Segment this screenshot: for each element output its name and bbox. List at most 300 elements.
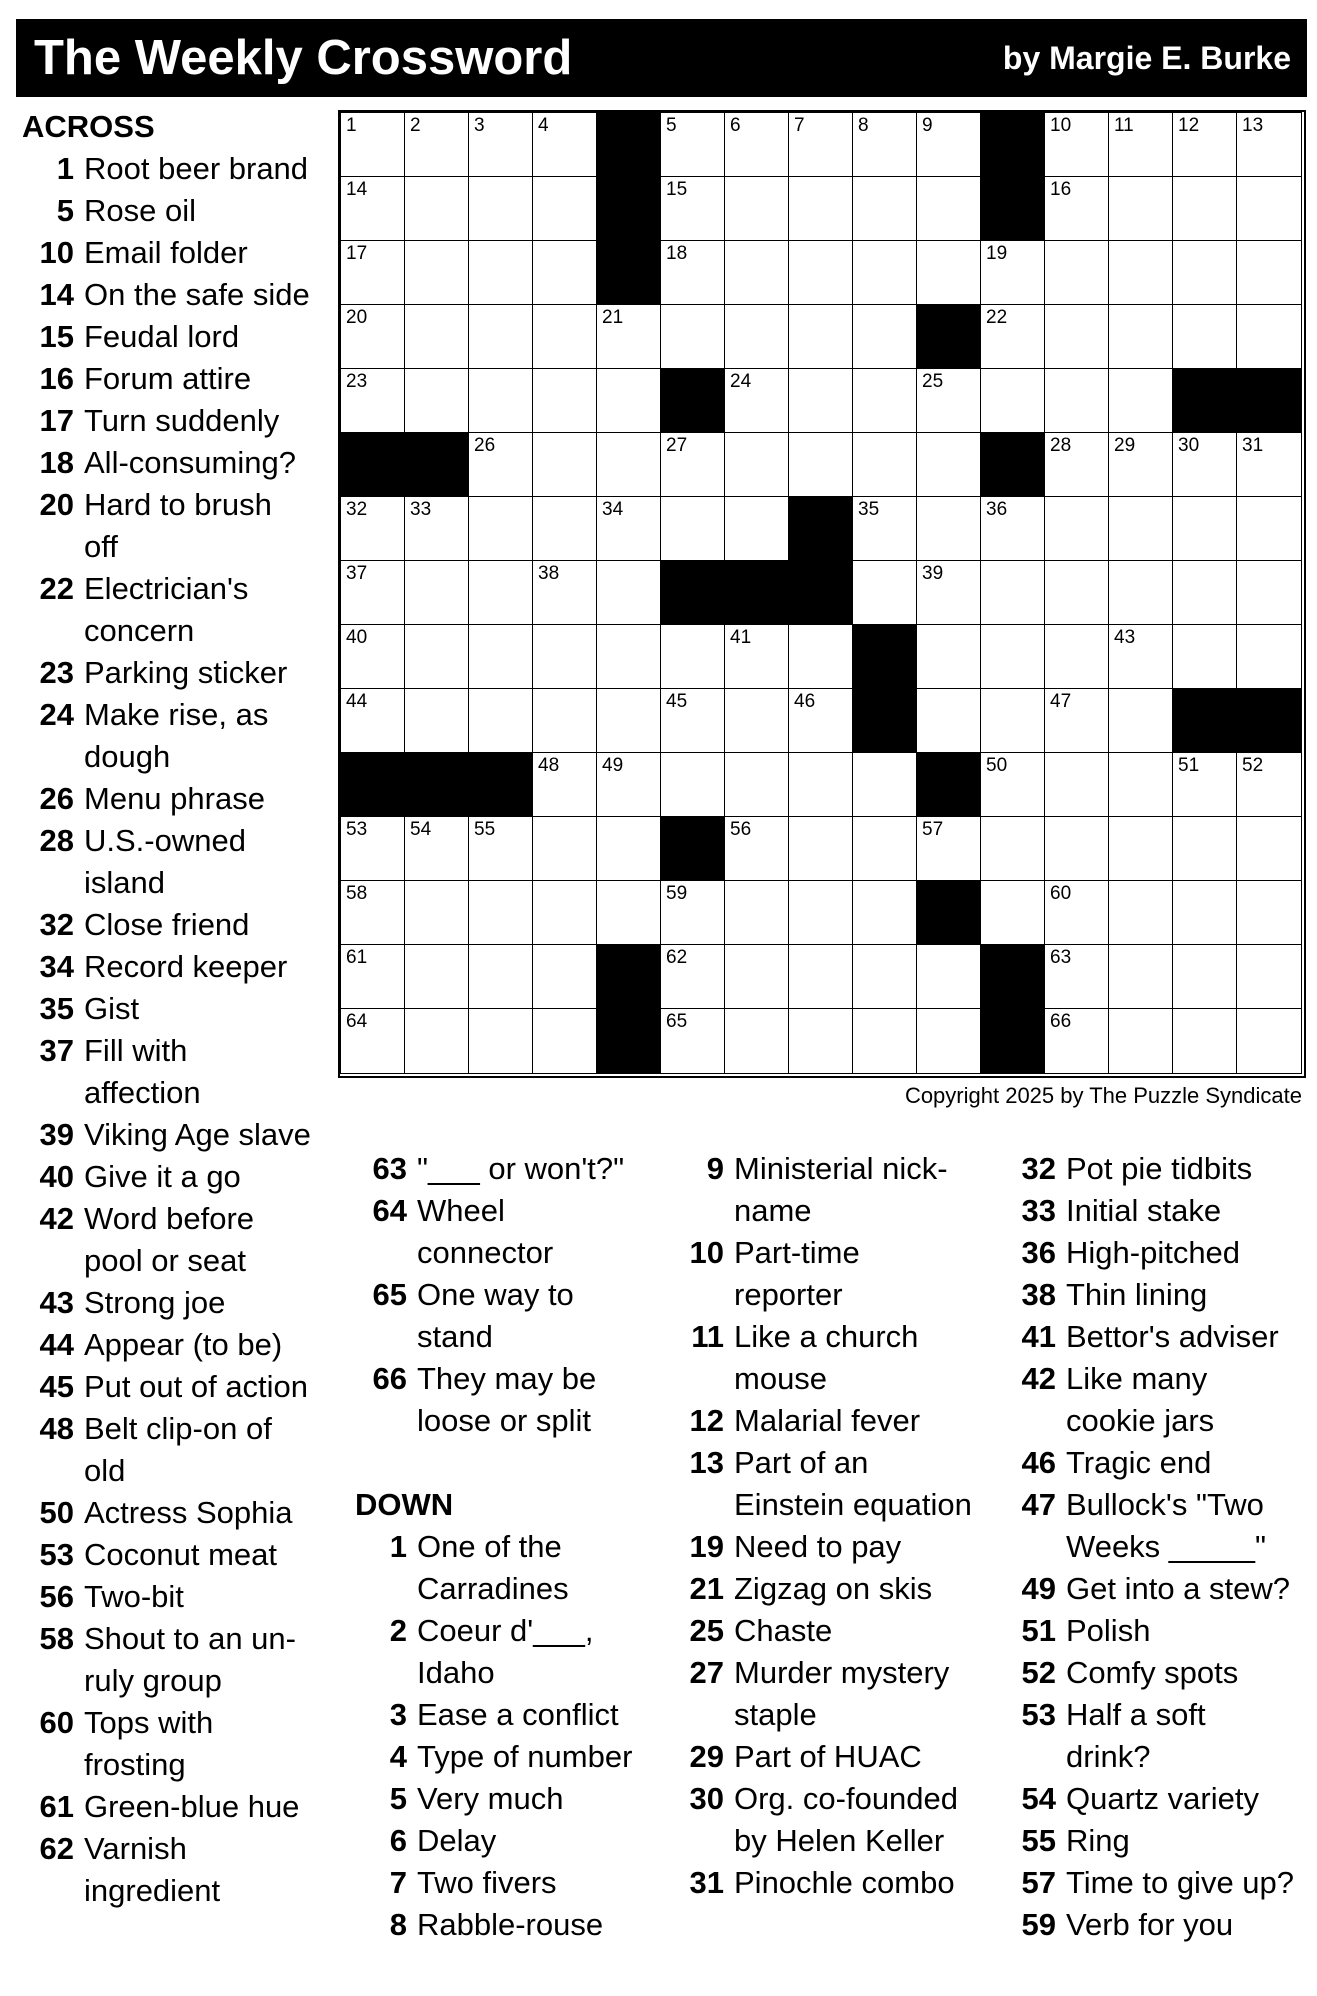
- grid-cell[interactable]: [1236, 240, 1302, 306]
- grid-cell[interactable]: [1108, 560, 1174, 626]
- grid-cell[interactable]: [468, 880, 534, 946]
- clue-number: 18: [39, 445, 74, 480]
- grid-cell[interactable]: [788, 432, 854, 498]
- clue-number: 10: [689, 1235, 724, 1270]
- grid-cell[interactable]: [1044, 816, 1110, 882]
- grid-cell[interactable]: [468, 112, 534, 178]
- clue-number: 66: [372, 1361, 407, 1396]
- down-clue: [672, 1778, 992, 1862]
- grid-cell[interactable]: [468, 240, 534, 306]
- grid-cell[interactable]: [660, 112, 726, 178]
- grid-cell[interactable]: [852, 496, 918, 562]
- across-clue: [22, 1702, 332, 1786]
- across-clue: [22, 1828, 332, 1912]
- grid-cell[interactable]: [1108, 1008, 1174, 1074]
- grid-cell[interactable]: [660, 496, 726, 562]
- grid-cell[interactable]: [852, 1008, 918, 1074]
- grid-cell[interactable]: [1044, 368, 1110, 434]
- grid-cell[interactable]: [596, 816, 662, 882]
- grid-cell[interactable]: [980, 368, 1046, 434]
- grid-cell[interactable]: [1044, 944, 1110, 1010]
- grid-cell[interactable]: [1172, 880, 1238, 946]
- grid-cell[interactable]: [404, 176, 470, 242]
- clue-text: [84, 694, 332, 778]
- grid-cell[interactable]: [1108, 880, 1174, 946]
- grid-cell[interactable]: [340, 624, 406, 690]
- grid-cell[interactable]: [1236, 752, 1302, 818]
- clue-text: [1066, 1652, 1314, 1694]
- grid-cell[interactable]: [1236, 624, 1302, 690]
- grid-cell[interactable]: [1236, 304, 1302, 370]
- clue-number: 34: [39, 949, 74, 984]
- grid-cell[interactable]: [404, 112, 470, 178]
- across-clue: [22, 148, 332, 190]
- puzzle-byline: by Margie E. Burke: [1002, 40, 1291, 76]
- clue-line: On the safe side: [84, 277, 310, 312]
- grid-cell[interactable]: [1172, 304, 1238, 370]
- clue-line: Green-blue hue: [84, 1789, 300, 1824]
- down-clue: [1004, 1232, 1314, 1274]
- clue-line: Part of an: [734, 1445, 869, 1480]
- grid-cell[interactable]: [532, 944, 598, 1010]
- clue-text: [84, 1198, 332, 1282]
- grid-cell[interactable]: [340, 1008, 406, 1074]
- grid-cell[interactable]: [340, 304, 406, 370]
- grid-cell[interactable]: [1044, 752, 1110, 818]
- grid-cell[interactable]: [532, 1008, 598, 1074]
- grid-cell[interactable]: [596, 304, 662, 370]
- grid-cell[interactable]: [724, 688, 790, 754]
- grid-cell[interactable]: [532, 112, 598, 178]
- grid-cell[interactable]: [1236, 1008, 1302, 1074]
- grid-cell[interactable]: [852, 176, 918, 242]
- grid-cell[interactable]: [660, 688, 726, 754]
- grid-cell[interactable]: [1236, 944, 1302, 1010]
- grid-cell[interactable]: [660, 432, 726, 498]
- grid-cell[interactable]: [1236, 432, 1302, 498]
- grid-cell[interactable]: [1172, 1008, 1238, 1074]
- across-clue: [22, 442, 332, 484]
- clue-column-1: [22, 106, 332, 1912]
- grid-cell[interactable]: [1108, 688, 1174, 754]
- clue-number: 50: [39, 1495, 74, 1530]
- grid-cell[interactable]: [916, 112, 982, 178]
- grid-cell[interactable]: [1172, 816, 1238, 882]
- grid-cell[interactable]: [340, 368, 406, 434]
- grid-cell[interactable]: [788, 304, 854, 370]
- grid-cell[interactable]: [596, 432, 662, 498]
- grid-cell[interactable]: [916, 240, 982, 306]
- grid-cell[interactable]: [340, 688, 406, 754]
- grid-cell[interactable]: [852, 880, 918, 946]
- grid-cell[interactable]: [724, 880, 790, 946]
- cell-number: 9: [922, 115, 933, 136]
- grid-cell[interactable]: [788, 880, 854, 946]
- grid-cell[interactable]: [1044, 560, 1110, 626]
- grid-cell[interactable]: [788, 752, 854, 818]
- grid-cell[interactable]: [852, 560, 918, 626]
- down-clue: [1004, 1694, 1314, 1778]
- clue-number: 3: [389, 1697, 407, 1732]
- grid-cell[interactable]: [724, 816, 790, 882]
- grid-cell[interactable]: [916, 1008, 982, 1074]
- grid-cell[interactable]: [404, 880, 470, 946]
- grid-cell[interactable]: [468, 688, 534, 754]
- grid-cell[interactable]: [340, 816, 406, 882]
- clue-number: 63: [372, 1151, 407, 1186]
- grid-cell[interactable]: [724, 1008, 790, 1074]
- clue-number: 38: [1021, 1277, 1056, 1312]
- down-clue: [355, 1820, 675, 1862]
- black-square: [596, 240, 662, 306]
- clue-text: [84, 652, 332, 694]
- grid-cell[interactable]: [788, 368, 854, 434]
- grid-cell[interactable]: [660, 624, 726, 690]
- grid-cell[interactable]: [916, 944, 982, 1010]
- grid-cell[interactable]: [980, 688, 1046, 754]
- black-square: [596, 112, 662, 178]
- grid-cell[interactable]: [724, 304, 790, 370]
- grid-cell[interactable]: [1044, 112, 1110, 178]
- clue-text: [84, 400, 332, 442]
- grid-cell[interactable]: [660, 944, 726, 1010]
- grid-cell[interactable]: [916, 496, 982, 562]
- grid-cell[interactable]: [596, 496, 662, 562]
- grid-cell[interactable]: [916, 432, 982, 498]
- spacer: [355, 1442, 675, 1484]
- grid-cell[interactable]: [1044, 880, 1110, 946]
- across-clue: [355, 1274, 675, 1358]
- grid-cell[interactable]: [532, 432, 598, 498]
- grid-cell[interactable]: [532, 880, 598, 946]
- grid-cell[interactable]: [852, 112, 918, 178]
- grid-cell[interactable]: [1108, 368, 1174, 434]
- down-clue: [672, 1526, 992, 1568]
- across-clue: [22, 358, 332, 400]
- clue-number: 32: [1021, 1151, 1056, 1186]
- clue-text: [84, 778, 332, 820]
- across-clue: [22, 484, 332, 568]
- grid-cell[interactable]: [468, 624, 534, 690]
- clue-text: [84, 1408, 332, 1492]
- clue-line: Electrician's: [84, 571, 249, 606]
- grid-cell[interactable]: [724, 368, 790, 434]
- cell-number: 40: [346, 627, 368, 648]
- grid-cell[interactable]: [468, 496, 534, 562]
- grid-cell[interactable]: [340, 176, 406, 242]
- grid-cell[interactable]: [404, 496, 470, 562]
- black-square: [916, 752, 982, 818]
- clue-line: island: [84, 865, 165, 900]
- grid-cell[interactable]: [532, 496, 598, 562]
- clue-line: High-pitched: [1066, 1235, 1241, 1270]
- grid-cell[interactable]: [1108, 432, 1174, 498]
- grid-cell[interactable]: [1108, 176, 1174, 242]
- clue-line: mouse: [734, 1361, 828, 1396]
- clue-number: 45: [39, 1369, 74, 1404]
- grid-cell[interactable]: [724, 432, 790, 498]
- grid-cell[interactable]: [788, 624, 854, 690]
- grid-cell[interactable]: [852, 432, 918, 498]
- grid-cell[interactable]: [596, 752, 662, 818]
- clue-number: 47: [1021, 1487, 1056, 1522]
- clue-text: [1066, 1484, 1314, 1568]
- cell-number: 53: [346, 819, 368, 840]
- grid-cell[interactable]: [596, 368, 662, 434]
- grid-cell[interactable]: [724, 112, 790, 178]
- grid-cell[interactable]: [1108, 304, 1174, 370]
- grid-cell[interactable]: [532, 688, 598, 754]
- grid-cell[interactable]: [1108, 624, 1174, 690]
- grid-cell[interactable]: [788, 112, 854, 178]
- black-square: [788, 560, 854, 626]
- grid-cell[interactable]: [532, 240, 598, 306]
- clue-text: [84, 274, 332, 316]
- grid-cell[interactable]: [596, 688, 662, 754]
- grid-cell[interactable]: [980, 880, 1046, 946]
- clue-line: Rose oil: [84, 193, 196, 228]
- grid-cell[interactable]: [468, 304, 534, 370]
- grid-cell[interactable]: [1172, 944, 1238, 1010]
- grid-cell[interactable]: [468, 944, 534, 1010]
- grid-cell[interactable]: [532, 304, 598, 370]
- grid-cell[interactable]: [1044, 240, 1110, 306]
- clue-text: [417, 1736, 675, 1778]
- grid-cell[interactable]: [1236, 816, 1302, 882]
- clue-text: [1066, 1904, 1314, 1946]
- clue-text: [734, 1610, 992, 1652]
- black-square: [980, 432, 1046, 498]
- grid-cell[interactable]: [532, 752, 598, 818]
- grid-cell[interactable]: [404, 560, 470, 626]
- grid-cell[interactable]: [404, 816, 470, 882]
- grid-cell[interactable]: [1044, 304, 1110, 370]
- clue-line: Bullock's "Two: [1066, 1487, 1264, 1522]
- clue-line: Close friend: [84, 907, 250, 942]
- clue-text: [84, 1534, 332, 1576]
- cell-number: 46: [794, 691, 816, 712]
- clue-text: [84, 232, 332, 274]
- grid-cell[interactable]: [404, 368, 470, 434]
- clue-line: Gist: [84, 991, 140, 1026]
- grid-cell[interactable]: [532, 368, 598, 434]
- across-clue: [22, 274, 332, 316]
- grid-cell[interactable]: [852, 816, 918, 882]
- grid-cell[interactable]: [596, 880, 662, 946]
- grid-cell[interactable]: [724, 624, 790, 690]
- grid-cell[interactable]: [340, 240, 406, 306]
- grid-cell[interactable]: [404, 1008, 470, 1074]
- grid-cell[interactable]: [916, 624, 982, 690]
- grid-cell[interactable]: [660, 880, 726, 946]
- grid-cell[interactable]: [532, 176, 598, 242]
- grid-cell[interactable]: [1044, 624, 1110, 690]
- clue-line: Verb for you: [1066, 1907, 1234, 1942]
- grid-cell[interactable]: [340, 880, 406, 946]
- grid-cell[interactable]: [1172, 752, 1238, 818]
- clue-text: [84, 1492, 332, 1534]
- grid-cell[interactable]: [1108, 496, 1174, 562]
- clue-number: 5: [389, 1781, 407, 1816]
- grid-cell[interactable]: [1108, 112, 1174, 178]
- clue-number: 20: [39, 487, 74, 522]
- grid-cell[interactable]: [788, 944, 854, 1010]
- grid-cell[interactable]: [1236, 880, 1302, 946]
- grid-cell[interactable]: [468, 368, 534, 434]
- grid-cell[interactable]: [980, 560, 1046, 626]
- grid-cell[interactable]: [1172, 432, 1238, 498]
- clue-number: 53: [39, 1537, 74, 1572]
- clue-line: Make rise, as: [84, 697, 269, 732]
- clue-line: Polish: [1066, 1613, 1151, 1648]
- grid-cell[interactable]: [404, 688, 470, 754]
- clue-number: 25: [689, 1613, 724, 1648]
- grid-cell[interactable]: [340, 496, 406, 562]
- cell-number: 59: [666, 883, 688, 904]
- grid-cell[interactable]: [1236, 176, 1302, 242]
- grid-cell[interactable]: [980, 816, 1046, 882]
- grid-cell[interactable]: [724, 496, 790, 562]
- grid-cell[interactable]: [404, 240, 470, 306]
- clue-line: dough: [84, 739, 171, 774]
- clue-line: Give it a go: [84, 1159, 241, 1194]
- cell-number: 31: [1242, 435, 1264, 456]
- clue-text: [1066, 1694, 1314, 1778]
- grid-cell[interactable]: [468, 176, 534, 242]
- grid-cell[interactable]: [468, 560, 534, 626]
- grid-cell[interactable]: [1172, 496, 1238, 562]
- grid-cell[interactable]: [788, 688, 854, 754]
- grid-cell[interactable]: [788, 816, 854, 882]
- grid-cell[interactable]: [1172, 112, 1238, 178]
- grid-cell[interactable]: [980, 304, 1046, 370]
- black-square: [596, 176, 662, 242]
- grid-cell[interactable]: [724, 944, 790, 1010]
- clue-text: [734, 1652, 992, 1736]
- cell-number: 60: [1050, 883, 1072, 904]
- down-clue: [355, 1526, 675, 1610]
- black-square: [1172, 688, 1238, 754]
- grid-cell[interactable]: [660, 304, 726, 370]
- grid-cell[interactable]: [724, 752, 790, 818]
- clue-line: old: [84, 1453, 126, 1488]
- grid-cell[interactable]: [980, 496, 1046, 562]
- clue-line: ingredient: [84, 1873, 221, 1908]
- grid-cell[interactable]: [660, 240, 726, 306]
- clue-text: [1066, 1358, 1314, 1442]
- clue-number: 16: [39, 361, 74, 396]
- grid-cell[interactable]: [404, 304, 470, 370]
- clue-number: 28: [39, 823, 74, 858]
- clue-line: Like many: [1066, 1361, 1208, 1396]
- grid-cell[interactable]: [660, 752, 726, 818]
- clue-line: Murder mystery: [734, 1655, 950, 1690]
- grid-cell[interactable]: [1108, 240, 1174, 306]
- clue-line: Forum attire: [84, 361, 252, 396]
- grid-cell[interactable]: [1172, 176, 1238, 242]
- grid-cell[interactable]: [1044, 432, 1110, 498]
- grid-cell[interactable]: [532, 624, 598, 690]
- grid-cell[interactable]: [916, 816, 982, 882]
- grid-cell[interactable]: [852, 240, 918, 306]
- grid-cell[interactable]: [340, 944, 406, 1010]
- grid-cell[interactable]: [404, 944, 470, 1010]
- cell-number: 57: [922, 819, 944, 840]
- cell-number: 42: [858, 627, 880, 648]
- grid-cell[interactable]: [1044, 1008, 1110, 1074]
- grid-cell[interactable]: [596, 624, 662, 690]
- grid-cell[interactable]: [660, 176, 726, 242]
- grid-cell[interactable]: [468, 816, 534, 882]
- grid-cell[interactable]: [340, 112, 406, 178]
- grid-cell[interactable]: [916, 688, 982, 754]
- clue-number: 55: [1021, 1823, 1056, 1858]
- grid-cell[interactable]: [1236, 560, 1302, 626]
- grid-cell[interactable]: [916, 176, 982, 242]
- clue-number: 65: [372, 1277, 407, 1312]
- grid-cell[interactable]: [1044, 176, 1110, 242]
- grid-cell[interactable]: [1044, 496, 1110, 562]
- clue-line: Thin lining: [1066, 1277, 1208, 1312]
- grid-cell[interactable]: [660, 1008, 726, 1074]
- cell-number: 13: [1242, 115, 1264, 136]
- grid-cell[interactable]: [852, 944, 918, 1010]
- grid-cell[interactable]: [404, 624, 470, 690]
- grid-cell[interactable]: [468, 432, 534, 498]
- clue-number: 51: [1021, 1613, 1056, 1648]
- grid-cell[interactable]: [852, 304, 918, 370]
- grid-cell[interactable]: [788, 176, 854, 242]
- cell-number: 64: [346, 1011, 368, 1032]
- grid-cell[interactable]: [980, 752, 1046, 818]
- grid-cell[interactable]: [980, 624, 1046, 690]
- grid-cell[interactable]: [724, 240, 790, 306]
- black-square: [404, 752, 470, 818]
- grid-cell[interactable]: [1172, 624, 1238, 690]
- clue-number: 61: [39, 1789, 74, 1824]
- grid-cell[interactable]: [1108, 944, 1174, 1010]
- down-clue: [1004, 1568, 1314, 1610]
- grid-cell[interactable]: [1236, 496, 1302, 562]
- grid-cell[interactable]: [1172, 560, 1238, 626]
- grid-cell[interactable]: [340, 560, 406, 626]
- grid-cell[interactable]: [980, 240, 1046, 306]
- grid-cell[interactable]: [916, 560, 982, 626]
- grid-cell[interactable]: [468, 1008, 534, 1074]
- grid-cell[interactable]: [724, 176, 790, 242]
- grid-cell[interactable]: [1108, 752, 1174, 818]
- grid-cell[interactable]: [1044, 688, 1110, 754]
- grid-cell[interactable]: [852, 368, 918, 434]
- down-clue: [1004, 1610, 1314, 1652]
- grid-cell[interactable]: [788, 240, 854, 306]
- grid-cell[interactable]: [1172, 240, 1238, 306]
- grid-cell[interactable]: [1108, 816, 1174, 882]
- clue-line: Quartz variety: [1066, 1781, 1259, 1816]
- grid-cell[interactable]: [852, 752, 918, 818]
- black-square: [916, 880, 982, 946]
- clue-line: cookie jars: [1066, 1403, 1215, 1438]
- black-square: [1236, 688, 1302, 754]
- grid-cell[interactable]: [596, 560, 662, 626]
- grid-cell[interactable]: [916, 368, 982, 434]
- grid-cell[interactable]: [532, 560, 598, 626]
- grid-cell[interactable]: [1236, 112, 1302, 178]
- grid-cell[interactable]: [788, 1008, 854, 1074]
- clue-line: Tragic end: [1066, 1445, 1212, 1480]
- clue-line: Fill with: [84, 1033, 188, 1068]
- grid-cell[interactable]: [532, 816, 598, 882]
